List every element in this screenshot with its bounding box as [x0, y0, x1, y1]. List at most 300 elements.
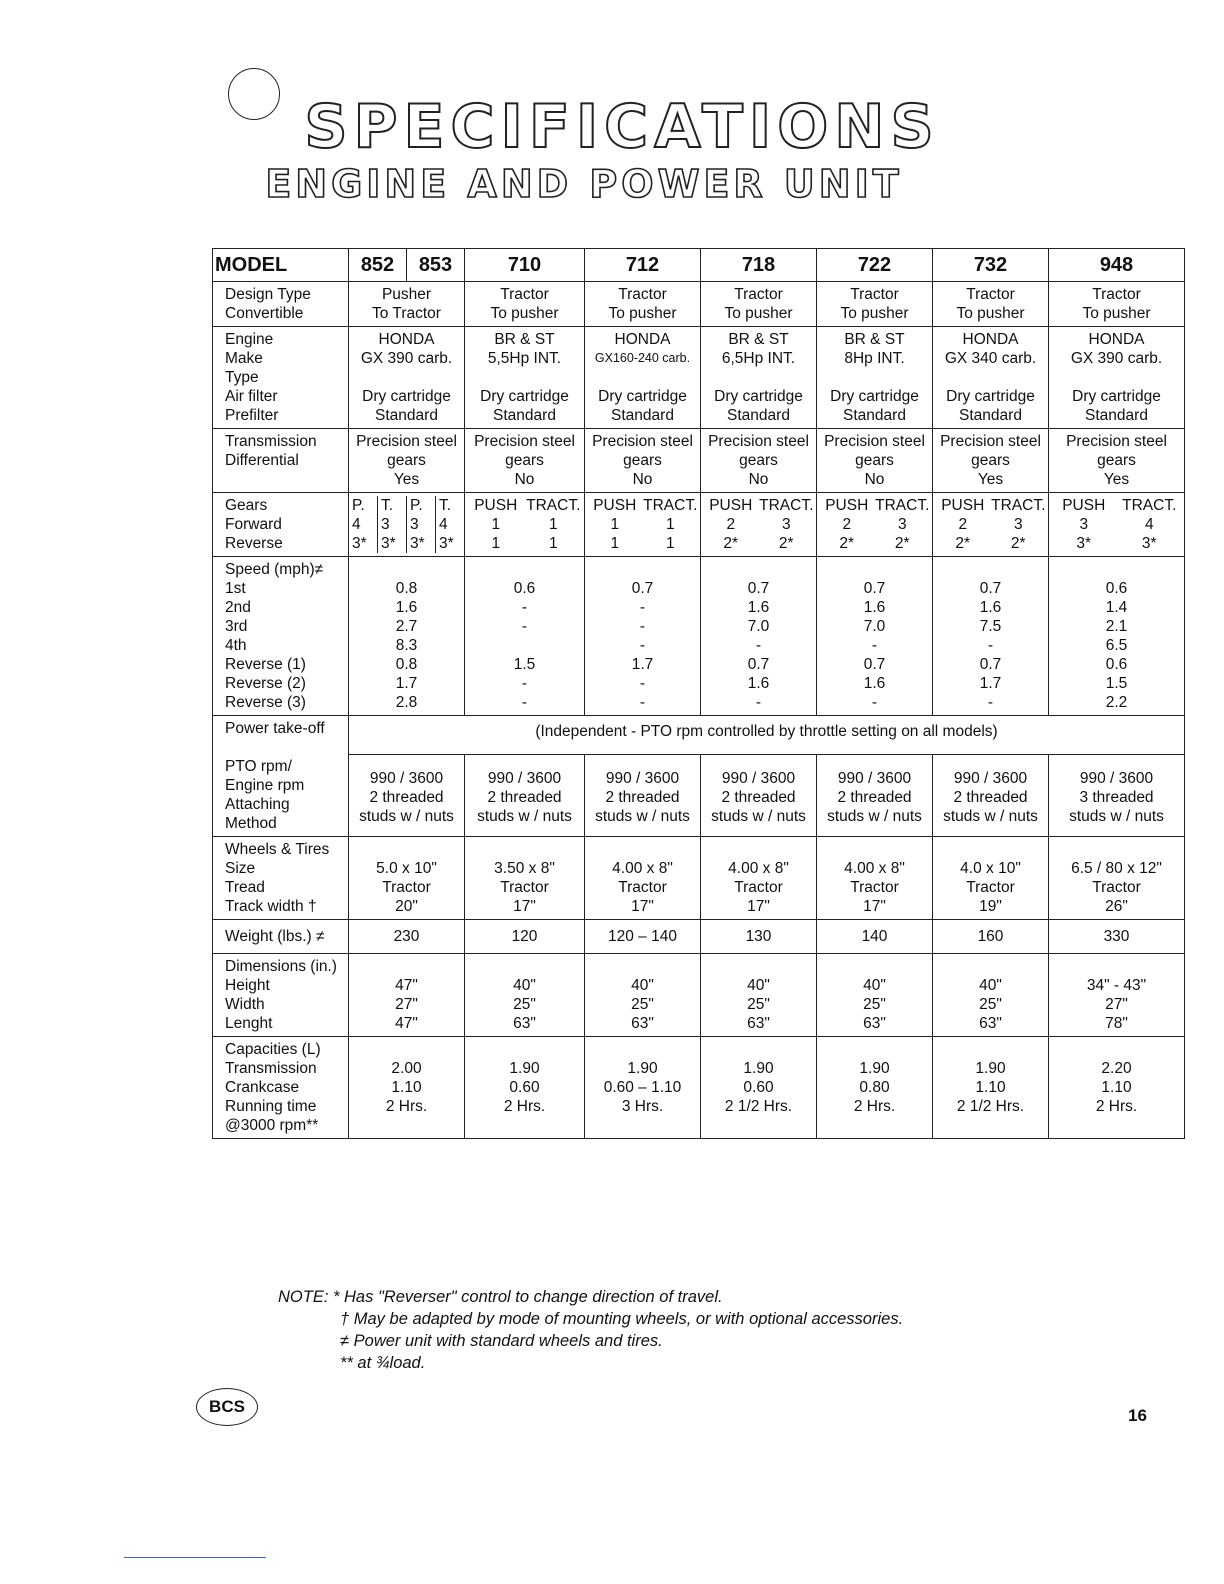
gears-head-line [935, 496, 1046, 515]
cell-line: 3* [381, 535, 396, 552]
gears-cell [701, 493, 817, 557]
cell-value: 2* [778, 535, 794, 552]
cell-value: TRACT. [991, 497, 1046, 514]
spacer [589, 840, 696, 859]
gears-head-line [467, 496, 582, 515]
pto-row [213, 716, 1185, 755]
cell-line: - [871, 694, 878, 711]
cell-line: 63" [863, 1015, 886, 1032]
spacer [937, 957, 1044, 976]
cell-line: 4.00 x 8" [728, 860, 789, 877]
cell-line: 0.7 [979, 656, 1002, 673]
cell-line: 2.00 [391, 1060, 422, 1077]
spacer [589, 1040, 696, 1059]
row-label-line: Speed (mph)≠ [225, 561, 324, 578]
cell-value: PUSH [474, 497, 518, 514]
engine-cell [817, 327, 933, 429]
cell-line: 17" [863, 898, 886, 915]
cell-value: 1 [610, 516, 620, 533]
cell-line: 2 1/2 Hrs. [956, 1098, 1025, 1115]
gears-fwd-line [819, 515, 930, 534]
gears-852-853-cell [349, 493, 465, 557]
gears-cell [585, 493, 701, 557]
cell-line: Precision steel [1066, 433, 1167, 450]
cell-line: 1.5 [1105, 675, 1128, 692]
cell-line: No [748, 471, 769, 488]
cell-line: studs w / nuts [359, 808, 454, 826]
cell-line: Tractor [618, 286, 667, 303]
cell-line: 1.6 [863, 599, 886, 616]
model-header: MODEL [213, 249, 349, 282]
spacer [937, 1040, 1044, 1059]
cell-line: gears [739, 452, 778, 469]
cell-line: 990 / 3600 [605, 770, 680, 788]
gears-cell [817, 493, 933, 557]
row-label-line: Reverse (3) [225, 694, 306, 711]
cell-line: studs w / nuts [1069, 808, 1164, 826]
cell-line: 2 Hrs. [503, 1098, 546, 1115]
cell-value: 2 [958, 516, 968, 533]
row-label-line: Engine rpm [225, 777, 305, 794]
spacer [1053, 1040, 1180, 1059]
cell-line: Tractor [966, 879, 1015, 896]
cell-line: HONDA [378, 331, 435, 348]
cell-line: 1.10 [391, 1079, 422, 1096]
speed-cell [933, 557, 1049, 716]
row-label-line: Wheels & Tires [225, 841, 330, 858]
pto-cell [1049, 755, 1185, 837]
cell-line: HONDA [962, 331, 1019, 348]
transmission-cell [933, 429, 1049, 493]
pto-cell [933, 755, 1049, 837]
transmission-cell [585, 429, 701, 493]
cell-line: 19" [979, 898, 1002, 915]
cell-line: 0.8 [395, 580, 418, 597]
wheels-cell [349, 837, 465, 920]
cell-line: Dry cartridge [830, 388, 919, 405]
cell-line: 47" [395, 1015, 418, 1032]
cell-line: - [521, 694, 528, 711]
wheels-cell [585, 837, 701, 920]
spacer [937, 368, 1044, 387]
capacities-cell [933, 1037, 1049, 1139]
design-cell [1049, 282, 1185, 327]
cell-line: - [521, 599, 528, 616]
dimensions-label [213, 954, 349, 1037]
cell-line: No [632, 471, 653, 488]
cell-line: To pusher [490, 305, 559, 322]
capacities-row [213, 1037, 1185, 1139]
cell-line: 7.5 [979, 618, 1002, 635]
weight-cell: 120 [465, 920, 585, 954]
row-label-line: Make [225, 350, 263, 367]
cell-line: 40" [979, 977, 1002, 994]
cell-line: gears [971, 452, 1010, 469]
cell-line: 1.90 [509, 1060, 540, 1077]
cell-line: 0.60 [743, 1079, 774, 1096]
cell-line: 3* [410, 535, 425, 552]
transmission-cell [349, 429, 465, 493]
design-cell [585, 282, 701, 327]
cell-line: - [987, 694, 994, 711]
cell-line: T. [439, 497, 452, 514]
cell-line: 8Hp INT. [844, 350, 905, 367]
cell-line: studs w / nuts [477, 808, 572, 826]
cell-line: GX 390 carb. [1070, 350, 1163, 367]
spacer [353, 957, 460, 976]
model-948: 948 [1049, 249, 1185, 282]
cell-line: Precision steel [474, 433, 575, 450]
cell-line: studs w / nuts [943, 808, 1038, 826]
spacer [821, 368, 928, 387]
spacer [1053, 560, 1180, 579]
cell-value: PUSH [593, 497, 637, 514]
gears-fwd-line [1051, 515, 1182, 534]
page-subtitle: ENGINE AND POWER UNIT [265, 162, 903, 206]
cell-line: 25" [979, 996, 1002, 1013]
notes-label: NOTE: [278, 1288, 329, 1306]
cell-line: - [987, 637, 994, 654]
spacer [469, 368, 580, 387]
spacer [1053, 368, 1180, 387]
model-712: 712 [585, 249, 701, 282]
spacer [469, 840, 580, 859]
cell-line: T. [381, 497, 394, 514]
spacer [469, 957, 580, 976]
row-label-line: Height [225, 977, 270, 994]
weight-row [213, 920, 1185, 954]
wheels-cell [1049, 837, 1185, 920]
spacer [353, 368, 460, 387]
cell-line: 1.90 [975, 1060, 1006, 1077]
dimensions-cell [701, 954, 817, 1037]
spacer [589, 957, 696, 976]
cell-line: Dry cartridge [362, 388, 451, 405]
cell-line: Standard [1085, 407, 1148, 424]
cell-line: Precision steel [824, 433, 925, 450]
cell-line: 3 [381, 516, 390, 533]
transmission-cell [817, 429, 933, 493]
engine-cell [585, 327, 701, 429]
spacer [225, 738, 344, 757]
cell-line: 40" [747, 977, 770, 994]
cell-value: TRACT. [526, 497, 581, 514]
row-label-line: Differential [225, 452, 299, 469]
dimensions-cell [465, 954, 585, 1037]
cell-line: To pusher [724, 305, 793, 322]
cell-line: 6,5Hp INT. [721, 350, 796, 367]
cell-line: 63" [979, 1015, 1002, 1032]
cell-line: 0.7 [631, 580, 654, 597]
cell-line: - [521, 618, 528, 635]
cell-line: Tractor [850, 879, 899, 896]
weight-cell: 330 [1049, 920, 1185, 954]
cell-line: - [639, 694, 646, 711]
cell-line: 1.90 [743, 1060, 774, 1077]
row-label-line: Size [225, 860, 256, 877]
cell-line: 2.20 [1101, 1060, 1132, 1077]
cell-line: 0.7 [747, 580, 770, 597]
engine-cell [349, 327, 465, 429]
cell-line: 4.00 x 8" [612, 860, 673, 877]
capacities-cell [349, 1037, 465, 1139]
cell-line: 5,5Hp INT. [487, 350, 562, 367]
cell-line: 2 threaded [487, 789, 562, 807]
transmission-cell [701, 429, 817, 493]
cell-line: 1.6 [979, 599, 1002, 616]
gears-fwd-line [587, 515, 698, 534]
cell-line: 1.7 [631, 656, 654, 673]
spacer [1053, 957, 1180, 976]
cell-value: TRACT. [875, 497, 930, 514]
cell-line: 3 [410, 516, 419, 533]
cell-line: 17" [747, 898, 770, 915]
bcs-logo: BCS [196, 1388, 258, 1426]
cell-line: 990 / 3600 [953, 770, 1028, 788]
gears-head-line [587, 496, 698, 515]
row-label-line: Capacities (L) [225, 1041, 321, 1058]
cell-line: 0.7 [863, 580, 886, 597]
row-label-line: 4th [225, 637, 247, 654]
cell-line: 63" [747, 1015, 770, 1032]
model-722: 722 [817, 249, 933, 282]
cell-line: 34" - 43" [1086, 977, 1147, 994]
cell-line: 0.60 [509, 1079, 540, 1096]
cell-line: 17" [631, 898, 654, 915]
cell-line: studs w / nuts [711, 808, 806, 826]
row-label-line: Prefilter [225, 407, 279, 424]
spacer [469, 560, 580, 579]
cell-line: 47" [395, 977, 418, 994]
cell-line: BR & ST [494, 331, 555, 348]
cell-value: PUSH [1062, 497, 1106, 514]
cell-line: 4.0 x 10" [960, 860, 1021, 877]
cell-line: Dry cartridge [946, 388, 1035, 405]
cell-line: Pusher [381, 286, 432, 303]
row-label-line: Transmission [225, 433, 317, 450]
design-cell [465, 282, 585, 327]
row-label-line: Transmission [225, 1060, 317, 1077]
row-label-line: 1st [225, 580, 246, 597]
cell-line: Standard [959, 407, 1022, 424]
cell-line: GX 340 carb. [944, 350, 1037, 367]
cell-value: 2* [1010, 535, 1026, 552]
cell-value: 1 [548, 516, 558, 533]
gears-rev-line [1051, 534, 1182, 553]
cell-line: 17" [513, 898, 536, 915]
row-label-line: Method [225, 815, 277, 832]
cell-value: 3* [1141, 535, 1157, 552]
cell-line: studs w / nuts [595, 808, 690, 826]
row-label-line: Tread [225, 879, 265, 896]
gears-fwd-line [467, 515, 582, 534]
spacer [821, 840, 928, 859]
cell-value: 1 [491, 516, 501, 533]
cell-line: 3 threaded [1079, 789, 1154, 807]
cell-value: 3 [897, 516, 907, 533]
cell-value: 3 [1079, 516, 1089, 533]
row-label-line: PTO rpm/ [225, 758, 292, 775]
cell-line: 78" [1105, 1015, 1128, 1032]
spacer [705, 840, 812, 859]
cell-value: TRACT. [643, 497, 698, 514]
cell-line: 2.1 [1105, 618, 1128, 635]
cell-line: To pusher [956, 305, 1025, 322]
cell-line: 0.7 [863, 656, 886, 673]
spacer [821, 560, 928, 579]
cell-line: Tractor [850, 286, 899, 303]
cell-line: Tractor [500, 286, 549, 303]
design-cell [933, 282, 1049, 327]
cell-line: 2 threaded [605, 789, 680, 807]
row-label-line: Crankcase [225, 1079, 300, 1096]
cell-line: 1.90 [627, 1060, 658, 1077]
specifications-table [212, 248, 1185, 1139]
gears-row [213, 493, 1185, 557]
cell-line: Standard [611, 407, 674, 424]
spacer [821, 957, 928, 976]
cell-value: PUSH [941, 497, 985, 514]
cell-line: 2.7 [395, 618, 418, 635]
cell-line: 6.5 / 80 x 12" [1071, 860, 1162, 877]
engine-cell [701, 327, 817, 429]
cell-line: 7.0 [863, 618, 886, 635]
speed-row [213, 557, 1185, 716]
transmission-row [213, 429, 1185, 493]
transmission-label [213, 429, 349, 493]
cell-line: No [864, 471, 885, 488]
cell-line: 7.0 [747, 618, 770, 635]
cell-value: 2* [955, 535, 971, 552]
spacer [705, 368, 812, 387]
cell-line: No [514, 471, 535, 488]
row-label-line: Width [225, 996, 265, 1013]
speed-cell [585, 557, 701, 716]
cell-line: Yes [1103, 471, 1130, 488]
spacer [353, 840, 460, 859]
speed-cell [349, 557, 465, 716]
capacities-cell [817, 1037, 933, 1139]
spacer [589, 560, 696, 579]
pto-values-row [213, 755, 1185, 837]
cell-line: Yes [977, 471, 1004, 488]
cell-line: 990 / 3600 [837, 770, 912, 788]
cell-line: 4 [352, 516, 361, 533]
cell-line: To pusher [1082, 305, 1151, 322]
cell-line: gears [623, 452, 662, 469]
dimensions-row [213, 954, 1185, 1037]
row-label-line: Running time [225, 1098, 317, 1115]
cell-line: 25" [513, 996, 536, 1013]
cell-line: 990 / 3600 [369, 770, 444, 788]
cell-value: 3 [1013, 516, 1023, 533]
cell-line: 4.00 x 8" [844, 860, 905, 877]
spacer [821, 1040, 928, 1059]
note-line: ≠ Power unit with standard wheels and tires. [340, 1332, 663, 1350]
spacer [705, 1040, 812, 1059]
transmission-cell [1049, 429, 1185, 493]
spacer [705, 560, 812, 579]
cell-line: gears [1097, 452, 1136, 469]
cell-line: 40" [513, 977, 536, 994]
cell-value: PUSH [825, 497, 869, 514]
capacities-cell [1049, 1037, 1185, 1139]
cell-line: 8.3 [395, 637, 418, 654]
cell-line: 0.7 [979, 580, 1002, 597]
cell-value: 1 [665, 535, 675, 552]
capacities-cell [701, 1037, 817, 1139]
speed-cell [1049, 557, 1185, 716]
spacer [937, 840, 1044, 859]
speed-cell [465, 557, 585, 716]
spacer [469, 1040, 580, 1059]
wheels-cell [465, 837, 585, 920]
weight-cell: 120 – 140 [585, 920, 701, 954]
cell-line: 1.90 [859, 1060, 890, 1077]
spacer [353, 560, 460, 579]
row-label-line: Gears [225, 497, 268, 514]
cell-line: 0.6 [1105, 656, 1128, 673]
row-label-line: Reverse [225, 535, 283, 552]
row-label-line: Lenght [225, 1015, 273, 1032]
spacer [937, 560, 1044, 579]
cell-line: Tractor [1092, 879, 1141, 896]
row-label-line: Design Type [225, 286, 311, 303]
gears-rev-line [587, 534, 698, 553]
cell-line: GX 390 carb. [360, 350, 453, 367]
speed-cell [701, 557, 817, 716]
cell-line: gears [505, 452, 544, 469]
row-label-line: Engine [225, 331, 274, 348]
cell-line: 1.7 [395, 675, 418, 692]
cell-line: BR & ST [728, 331, 789, 348]
cell-line: Yes [393, 471, 420, 488]
cell-line: - [639, 618, 646, 635]
cell-value: 4 [1144, 516, 1154, 533]
cell-line: 0.7 [747, 656, 770, 673]
cell-line: 40" [863, 977, 886, 994]
capacities-label [213, 1037, 349, 1139]
cell-value: 1 [491, 535, 501, 552]
gears-rev-line [935, 534, 1046, 553]
cell-value: 2* [894, 535, 910, 552]
cell-line: To pusher [608, 305, 677, 322]
cell-line: Precision steel [592, 433, 693, 450]
model-853: 853 [407, 249, 465, 282]
cell-line: 2.8 [395, 694, 418, 711]
cell-line: - [755, 637, 762, 654]
cell-line: Standard [727, 407, 790, 424]
cell-line: - [871, 637, 878, 654]
cell-line: 63" [631, 1015, 654, 1032]
pto-cell [465, 755, 585, 837]
gears-cell [933, 493, 1049, 557]
row-label-line: Power take-off [225, 720, 325, 737]
gears-fwd-line [935, 515, 1046, 534]
cell-line: 3* [352, 535, 367, 552]
spacer [353, 1040, 460, 1059]
pto-note: (Independent - PTO rpm controlled by throttle setting on all models) [349, 716, 1185, 755]
cell-line: Dry cartridge [1072, 388, 1161, 405]
model-710: 710 [465, 249, 585, 282]
cell-line: 6.5 [1105, 637, 1128, 654]
gears-sub-column [406, 496, 435, 553]
cell-line: 1.10 [1101, 1079, 1132, 1096]
dimensions-cell [933, 954, 1049, 1037]
gears-label [213, 493, 349, 557]
gears-rev-line [703, 534, 814, 553]
gears-cell [1049, 493, 1185, 557]
